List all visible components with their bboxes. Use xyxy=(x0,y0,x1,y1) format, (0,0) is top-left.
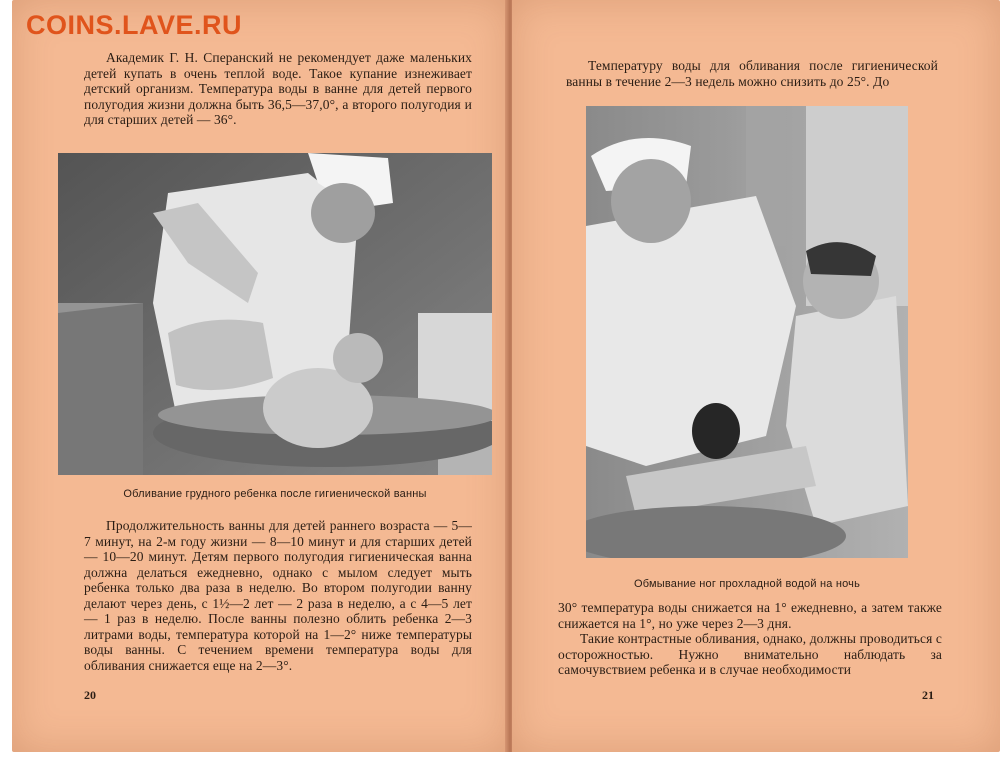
right-page xyxy=(512,0,1000,752)
left-page xyxy=(12,0,508,752)
right-paragraph-1: Температуру воды для обливания после гигиенической ванны в течение 2—3 недель можно снизить до 25°. До xyxy=(566,58,938,89)
site-watermark: COINS.LAVE.RU xyxy=(26,10,243,40)
right-page-number: 21 xyxy=(922,688,934,702)
right-figure-caption: Обмывание ног прохладной водой на ночь xyxy=(633,578,861,590)
right-paragraph-3: Такие контрастные обливания, однако, должны проводиться с осторожностью. Нужно внимательно наблюдать за самочувствием ребенка и в случае необходимости xyxy=(558,631,942,677)
bathing-infant-illustration xyxy=(58,153,492,475)
foot-washing-photo xyxy=(586,106,908,558)
foot-washing-illustration xyxy=(586,106,908,558)
left-figure-caption: Обливание грудного ребенка после гигиенической ванны xyxy=(123,488,427,500)
left-paragraph-1: Академик Г. Н. Сперанский не рекомендует даже маленьких детей купать в очень теплой воде. Такое купание изнеживает детский организм. Температура воды в ванне для детей первого полугодия жизни должна быть 36,5—37,0°, а второго полугодия и для старших детей — 36°. xyxy=(84,50,472,127)
left-page-number: 20 xyxy=(84,688,96,702)
left-paragraph-2: Продолжительность ванны для детей раннего возраста — 5—7 минут, на 2-м году жизни — 8—10 минут и для старших детей — 10—20 минут. Детям первого полугодия гигиеническая ванна должна делаться ежедневно, однако с мылом следует мыть ребенка только два раза в неделю. Во втором полугодии ванну делают через день, с 1½—2 лет — 2 раза в неделю, а с 4—5 лет — 1 раз в неделю. После ванны полезно облить ребенка 2—3 литрами воды, температура которой на 1—2° ниже температуры воды ванны. С течением времени температура воды для обливания снижается еще на 2—3°. xyxy=(84,518,472,673)
right-paragraph-2: 30° температура воды снижается на 1° ежедневно, а затем также снижается на 1°, но уже через 2—3 дня. xyxy=(558,600,942,631)
bathing-infant-photo xyxy=(58,153,492,475)
